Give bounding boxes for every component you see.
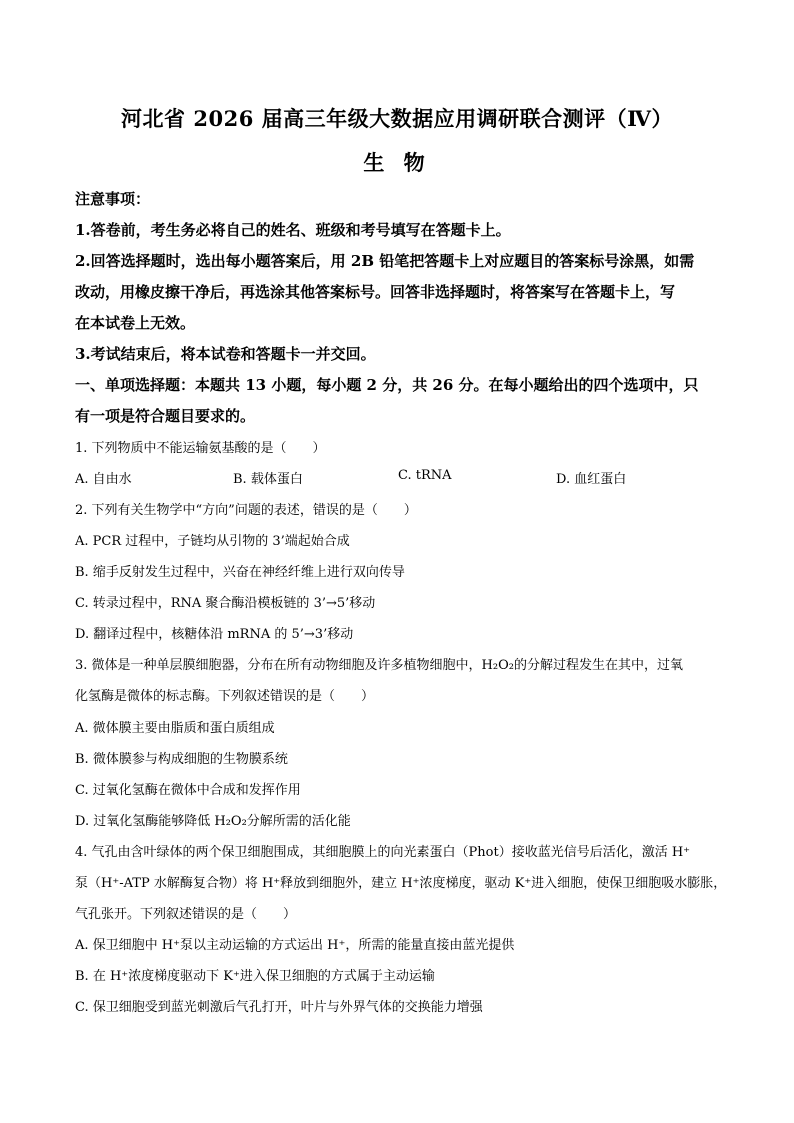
notice-item-1: 1.答卷前，考生务必将自己的姓名、班级和考号填写在答题卡上。 <box>75 221 511 239</box>
question-1-stem: 1. 下列物质中不能运输氨基酸的是（ ） <box>75 441 326 456</box>
section-heading-line-2: 有一项是符合题目要求的。 <box>75 407 256 425</box>
question-4-stem-line-3: 气孔张开。下列叙述错误的是（ ） <box>75 907 297 922</box>
question-3-option-b: B. 微体膜参与构成细胞的生物膜系统 <box>75 752 288 767</box>
question-2-stem: 2. 下列有关生物学中“方向”问题的表述，错误的是（ ） <box>75 503 417 518</box>
exam-subject: 生 物 <box>363 150 431 175</box>
notice-item-2-line-1: 2.回答选择题时，选出每小题答案后，用 2B 铅笔把答题卡上对应题目的答案标号涂黑，如需 <box>75 252 695 270</box>
notice-item-2-line-2: 改动，用橡皮擦干净后，再选涂其他答案标号。回答非选择题时，将答案写在答题卡上，写 <box>75 283 676 301</box>
question-3-stem-line-2: 化氢酶是微体的标志酶。下列叙述错误的是（ ） <box>75 689 375 704</box>
question-4-option-c: C. 保卫细胞受到蓝光刺激后气孔打开，叶片与外界气体的交换能力增强 <box>75 1000 483 1015</box>
question-2-option-a: A. PCR 过程中，子链均从引物的 3’端起始合成 <box>75 534 350 549</box>
question-2-option-c: C. 转录过程中，RNA 聚合酶沿模板链的 3’→5’移动 <box>75 596 376 611</box>
question-3-option-a: A. 微体膜主要由脂质和蛋白质组成 <box>75 721 275 736</box>
notice-item-2-line-3: 在本试卷上无效。 <box>75 314 196 332</box>
question-1-option-d: D. 血红蛋白 <box>556 472 627 487</box>
question-4-stem-line-2: 泵（H⁺-ATP 水解酶复合物）将 H⁺释放到细胞外，建立 H⁺浓度梯度，驱动 K⁺进入细胞，使保卫细胞吸水膨胀， <box>75 876 727 891</box>
question-4-stem-line-1: 4. 气孔由含叶绿体的两个保卫细胞围成，其细胞膜上的向光素蛋白（Phot）接收蓝光信号后活化，激活 H⁺ <box>75 845 691 860</box>
question-4-option-b: B. 在 H⁺浓度梯度驱动下 K⁺进入保卫细胞的方式属于主动运输 <box>75 969 435 984</box>
question-2-option-d: D. 翻译过程中，核糖体沿 mRNA 的 5’→3’移动 <box>75 627 354 642</box>
section-heading-line-1: 一、单项选择题：本题共 13 小题，每小题 2 分，共 26 分。在每小题给出的四个选项中，只 <box>75 376 699 394</box>
question-1-option-b: B. 载体蛋白 <box>233 472 303 487</box>
question-4-option-a: A. 保卫细胞中 H⁺泵以主动运输的方式运出 H⁺，所需的能量直接由蓝光提供 <box>75 938 515 953</box>
question-1-option-a: A. 自由水 <box>75 472 132 487</box>
question-3-stem-line-1: 3. 微体是一种单层膜细胞器，分布在所有动物细胞及许多植物细胞中，H₂O₂的分解过程发生在其中，过氧 <box>75 658 683 673</box>
exam-title: 河北省 2026 届高三年级大数据应用调研联合测评（Ⅳ） <box>121 106 673 131</box>
question-2-option-b: B. 缩手反射发生过程中，兴奋在神经纤维上进行双向传导 <box>75 565 405 580</box>
question-1-option-c: C. tRNA <box>398 468 452 483</box>
question-3-option-c: C. 过氧化氢酶在微体中合成和发挥作用 <box>75 783 301 798</box>
notice-item-3: 3.考试结束后，将本试卷和答题卡一并交回。 <box>75 345 376 363</box>
question-3-option-d: D. 过氧化氢酶能够降低 H₂O₂分解所需的活化能 <box>75 814 351 829</box>
notice-heading: 注意事项： <box>75 190 151 208</box>
